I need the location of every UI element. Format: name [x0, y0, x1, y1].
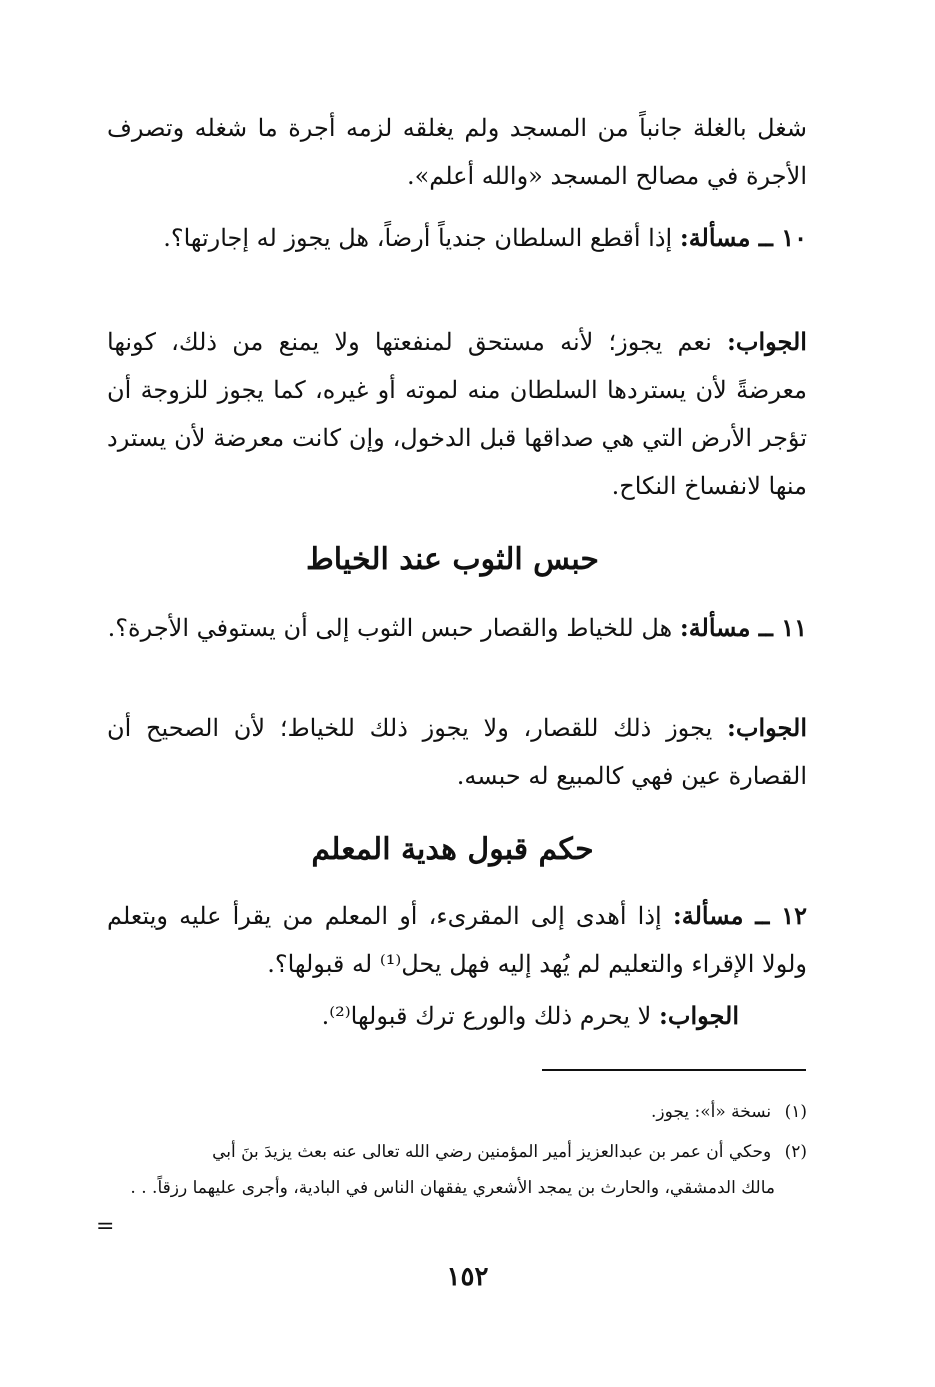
page-number: ١٥٢	[446, 1262, 489, 1292]
footnote-2	[97, 1136, 807, 1168]
question-label: ١٢ ــ مسألة:	[672, 901, 807, 930]
footnote-text: نسخة «أ»: يجوز.	[651, 1102, 772, 1122]
continuation-mark: =	[96, 1214, 115, 1239]
footnote-2-continuation: مالك الدمشقي، والحارث بن يمجد الأشعري يفقهان الناس في البادية، وأجرى عليهما رزقاً. . .	[130, 1178, 775, 1198]
answer-text: نعم يجوز؛ لأنه مستحق لمنفعتها ولا يمنع من ذلك، كونها معرضةً لأن يستردها السلطان منه لموته أو غيره، كما يجوز للزوجة أن تؤجر الأرض التي هي صداقها قبل الدخول، وإن كانت معرضة لأن يسترد منها لانفساخ النكاح.	[107, 328, 807, 500]
intro-paragraph	[107, 104, 807, 200]
answer-label: الجواب:	[727, 713, 807, 742]
answer-11	[107, 704, 807, 800]
intro-text: شغل بالغلة جانباً من المسجد ولم يغلقه لزمه أجرة ما شغله وتصرف الأجرة في مصالح المسجد «والله أعلم».	[107, 114, 807, 190]
answer-12	[107, 992, 739, 1040]
question-text: إذا أقطع السلطان جندياً أرضاً، هل يجوز له إجارتها؟.	[163, 224, 673, 252]
footnote-number: (١)	[784, 1102, 807, 1122]
section-heading-tailor: حبس الثوب عند الخياط	[306, 542, 599, 577]
answer-text: يجوز ذلك للقصار، ولا يجوز ذلك للخياط؛ لأن الصحيح أن القصارة عين فهي كالمبيع له حبسه.	[107, 714, 807, 790]
question-text: إذا أهدى إلى المقرىء، أو المعلم من يقرأ عليه ويتعلم ولولا الإقراء والتعليم لم يُهد إليه فهل يحل⁽¹⁾ له قبولها؟.	[107, 902, 807, 978]
footnote-1	[97, 1096, 807, 1128]
question-10	[107, 214, 807, 262]
footnote-separator	[542, 1069, 806, 1071]
answer-text: لا يحرم ذلك والورع ترك قبولها⁽²⁾.	[321, 1002, 652, 1030]
answer-label: الجواب:	[659, 1001, 739, 1030]
question-label: ١١ ــ مسألة:	[679, 613, 807, 642]
section-heading-teacher-gift: حكم قبول هدية المعلم	[311, 832, 594, 867]
footnote-text: وحكي أن عمر بن عبدالعزيز أمير المؤمنين رضي الله تعالى عنه بعث يزيدَ بنَ أبي	[212, 1142, 772, 1162]
question-12	[107, 892, 807, 988]
answer-10	[107, 318, 807, 510]
question-text: هل للخياط والقصار حبس الثوب إلى أن يستوفي الأجرة؟.	[107, 614, 673, 642]
question-label: ١٠ ــ مسألة:	[679, 223, 807, 252]
question-11	[107, 604, 807, 652]
answer-label: الجواب:	[726, 327, 807, 356]
footnote-number: (٢)	[784, 1142, 807, 1162]
